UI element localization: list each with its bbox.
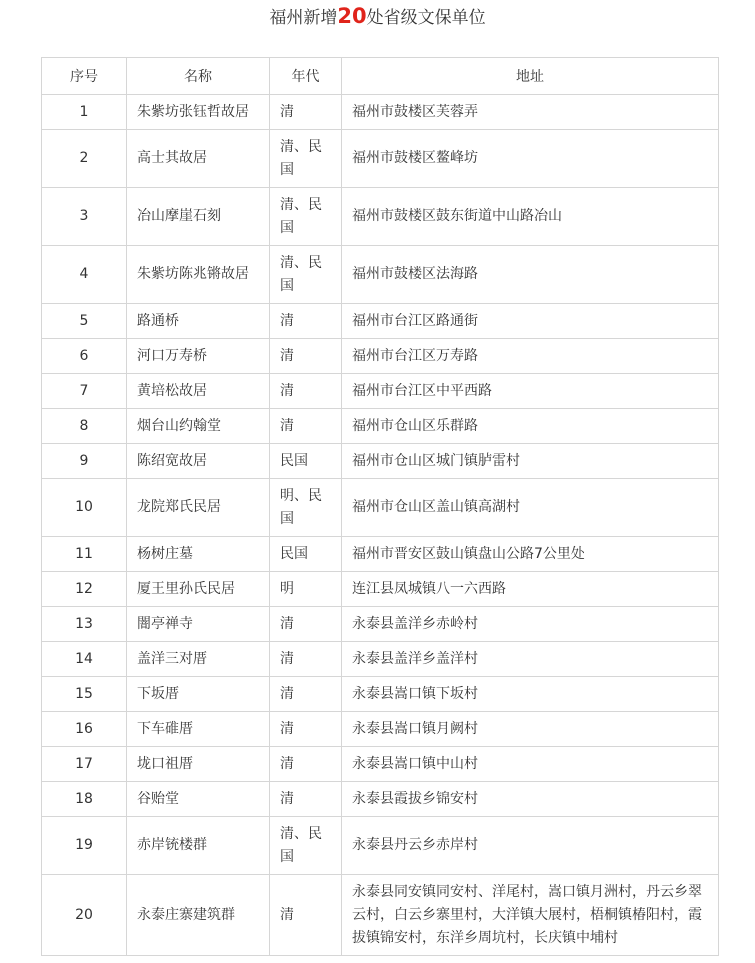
heritage-sites-table — [41, 57, 719, 956]
row-name: 烟台山约翰堂 — [127, 409, 270, 444]
row-index: 13 — [42, 607, 127, 642]
table-row — [42, 875, 719, 956]
row-address: 福州市台江区路通街 — [342, 304, 719, 339]
row-index: 12 — [42, 572, 127, 607]
page-title — [0, 2, 755, 32]
row-index: 15 — [42, 677, 127, 712]
table-row — [42, 246, 719, 304]
row-address: 福州市鼓楼区法海路 — [342, 246, 719, 304]
row-address: 福州市鼓楼区芙蓉弄 — [342, 95, 719, 130]
row-index: 5 — [42, 304, 127, 339]
row-era: 民国 — [270, 537, 342, 572]
row-index: 17 — [42, 747, 127, 782]
row-name: 厦王里孙氏民居 — [127, 572, 270, 607]
row-index: 6 — [42, 339, 127, 374]
row-name: 冶山摩崖石刻 — [127, 188, 270, 246]
table-row — [42, 642, 719, 677]
header-address: 地址 — [342, 58, 719, 95]
row-name: 龙院郑氏民居 — [127, 479, 270, 537]
table-header-row — [42, 58, 719, 95]
row-era: 清 — [270, 642, 342, 677]
row-address: 福州市鼓楼区鳌峰坊 — [342, 130, 719, 188]
row-name: 垅口祖厝 — [127, 747, 270, 782]
row-era: 清 — [270, 782, 342, 817]
row-address: 福州市台江区万寿路 — [342, 339, 719, 374]
row-address: 永泰县嵩口镇中山村 — [342, 747, 719, 782]
table-row — [42, 677, 719, 712]
table-row — [42, 747, 719, 782]
row-index: 9 — [42, 444, 127, 479]
row-era: 清 — [270, 875, 342, 956]
row-index: 1 — [42, 95, 127, 130]
row-address: 福州市仓山区盖山镇高湖村 — [342, 479, 719, 537]
row-name: 下坂厝 — [127, 677, 270, 712]
row-address: 永泰县同安镇同安村、洋尾村，嵩口镇月洲村，丹云乡翠云村，白云乡寨里村，大洋镇大展村，梧桐镇椿阳村，霞拔镇锦安村，东洋乡周坑村，长庆镇中埔村 — [342, 875, 719, 956]
row-era: 清 — [270, 304, 342, 339]
row-address: 福州市台江区中平西路 — [342, 374, 719, 409]
row-address: 永泰县嵩口镇下坂村 — [342, 677, 719, 712]
row-era: 清、民国 — [270, 246, 342, 304]
row-address: 永泰县盖洋乡赤岭村 — [342, 607, 719, 642]
table-row — [42, 782, 719, 817]
row-name: 闇亭禅寺 — [127, 607, 270, 642]
table-row — [42, 130, 719, 188]
table-row — [42, 444, 719, 479]
row-address: 永泰县丹云乡赤岸村 — [342, 817, 719, 875]
row-name: 路通桥 — [127, 304, 270, 339]
row-index: 14 — [42, 642, 127, 677]
row-name: 河口万寿桥 — [127, 339, 270, 374]
header-era: 年代 — [270, 58, 342, 95]
row-address: 永泰县盖洋乡盖洋村 — [342, 642, 719, 677]
row-name: 朱紫坊张钰哲故居 — [127, 95, 270, 130]
row-index: 3 — [42, 188, 127, 246]
row-era: 清 — [270, 712, 342, 747]
row-address: 永泰县嵩口镇月阙村 — [342, 712, 719, 747]
row-index: 2 — [42, 130, 127, 188]
row-index: 7 — [42, 374, 127, 409]
row-name: 黄培松故居 — [127, 374, 270, 409]
title-suffix: 处省级文保单位 — [366, 8, 486, 28]
row-era: 清、民国 — [270, 817, 342, 875]
title-number: 20 — [337, 4, 367, 28]
row-name: 盖洋三对厝 — [127, 642, 270, 677]
row-era: 清 — [270, 409, 342, 444]
row-index: 4 — [42, 246, 127, 304]
row-address: 福州市鼓楼区鼓东街道中山路冶山 — [342, 188, 719, 246]
row-era: 清 — [270, 677, 342, 712]
table-row — [42, 479, 719, 537]
header-name: 名称 — [127, 58, 270, 95]
row-address: 连江县凤城镇八一六西路 — [342, 572, 719, 607]
row-era: 清、民国 — [270, 130, 342, 188]
table-row — [42, 607, 719, 642]
row-index: 11 — [42, 537, 127, 572]
row-era: 明、民国 — [270, 479, 342, 537]
row-name: 谷贻堂 — [127, 782, 270, 817]
table-row — [42, 374, 719, 409]
table-row — [42, 304, 719, 339]
row-era: 清 — [270, 607, 342, 642]
row-address: 福州市晋安区鼓山镇盘山公路7公里处 — [342, 537, 719, 572]
row-name: 下车碓厝 — [127, 712, 270, 747]
row-index: 18 — [42, 782, 127, 817]
row-index: 10 — [42, 479, 127, 537]
row-address: 福州市仓山区城门镇胪雷村 — [342, 444, 719, 479]
row-era: 清 — [270, 339, 342, 374]
row-era: 清 — [270, 747, 342, 782]
row-era: 清 — [270, 95, 342, 130]
table-row — [42, 95, 719, 130]
row-name: 永泰庄寨建筑群 — [127, 875, 270, 956]
title-prefix: 福州新增 — [269, 8, 338, 28]
row-index: 20 — [42, 875, 127, 956]
table-row — [42, 572, 719, 607]
table-row — [42, 409, 719, 444]
row-index: 19 — [42, 817, 127, 875]
table-row — [42, 712, 719, 747]
table-row — [42, 339, 719, 374]
header-index: 序号 — [42, 58, 127, 95]
row-name: 赤岸铳楼群 — [127, 817, 270, 875]
row-address: 福州市仓山区乐群路 — [342, 409, 719, 444]
row-name: 朱紫坊陈兆锵故居 — [127, 246, 270, 304]
row-address: 永泰县霞拔乡锦安村 — [342, 782, 719, 817]
table-row — [42, 188, 719, 246]
row-name: 高士其故居 — [127, 130, 270, 188]
row-name: 杨树庄墓 — [127, 537, 270, 572]
row-index: 16 — [42, 712, 127, 747]
row-era: 明 — [270, 572, 342, 607]
row-era: 清、民国 — [270, 188, 342, 246]
row-index: 8 — [42, 409, 127, 444]
row-era: 清 — [270, 374, 342, 409]
table-row — [42, 537, 719, 572]
table-row — [42, 817, 719, 875]
row-era: 民国 — [270, 444, 342, 479]
row-name: 陈绍宽故居 — [127, 444, 270, 479]
